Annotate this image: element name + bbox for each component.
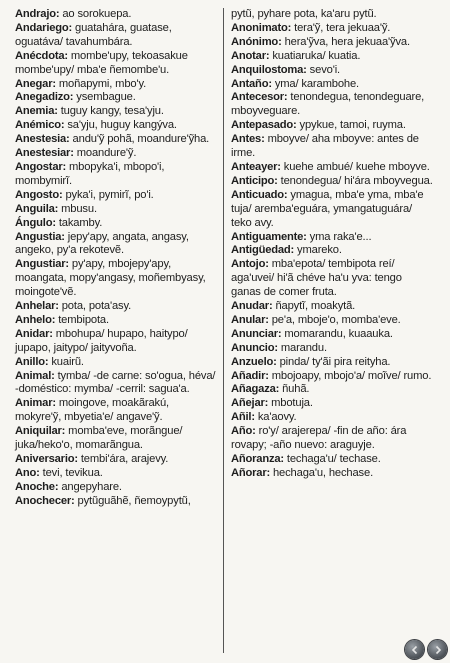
entry-headword: Aniquilar: [15, 425, 66, 438]
entry-definition: kuatiaruka/ kuatia. [269, 49, 361, 62]
dictionary-entry [15, 356, 218, 370]
entry-headword: Anular: [231, 313, 269, 326]
dictionary-entry [15, 161, 218, 189]
entry-definition: tenondegua/ hi'ára mboyvegua. [277, 174, 433, 187]
entry-definition: jepy'apy, angata, angasy, angeko, py'a rekotevẽ. [15, 230, 189, 257]
entry-definition: moingove, moakãrakú, mokyre'ỹ, mbyetia'e/ angave'ỹ. [15, 397, 170, 424]
dictionary-entry [231, 356, 434, 370]
entry-definition: techaga'u/ techase. [283, 453, 381, 465]
entry-headword: Anidar: [15, 327, 53, 340]
dictionary-entry [15, 217, 218, 231]
entry-headword: Añorar: [231, 466, 271, 479]
dictionary-entry [15, 481, 218, 495]
dictionary-entry [15, 328, 218, 356]
entry-headword: Anteayer: [231, 160, 281, 173]
entry-headword: Antiguamente: [231, 230, 307, 243]
dictionary-entry [231, 370, 434, 384]
entry-definition: sevo'i. [306, 63, 340, 76]
dictionary-entry [15, 147, 218, 161]
entry-definition: hera'ỹva, hera jekuaa'ỹva. [281, 35, 410, 48]
entry-definition: ao sorokuepa. [59, 8, 132, 20]
dictionary-entry [15, 397, 218, 425]
entry-definition: tevi, tevikua. [39, 466, 103, 479]
entry-headword: Anémico: [15, 119, 65, 132]
entry-definition: pe'a, mboje'o, momba'eve. [268, 313, 401, 326]
dictionary-entry [231, 64, 434, 78]
entry-definition: mba'epota/ tembipota reí/ aga'uvei/ hi'ã chéve ha'u yva: tengo ganas de comer fruta. [231, 258, 402, 299]
entry-definition: kuehe ambué/ kuehe mboyve. [280, 160, 430, 173]
entry-definition: hechaga'u, hechase. [270, 466, 374, 479]
dictionary-entry [231, 314, 434, 328]
entry-headword: Antes: [231, 133, 265, 146]
entry-headword: Antigüedad: [231, 244, 295, 257]
dictionary-entry [231, 175, 434, 189]
entry-definition: ysembague. [73, 91, 136, 104]
entry-definition: mbopyka'i, mbopo'i, mombymirĩ. [15, 160, 165, 187]
dictionary-entry [15, 91, 218, 105]
dictionary-entry [15, 189, 218, 203]
dictionary-entry [15, 425, 218, 453]
entry-headword: Añagaza: [231, 383, 280, 396]
entry-headword: Ángulo: [15, 216, 56, 229]
entry-definition: andu'ỹ pohã, moandure'ỹha. [69, 133, 210, 146]
entry-headword: Angustia: [15, 230, 65, 243]
entry-definition: mbojoapy, mbojo'a/ moĩve/ rumo. [268, 369, 432, 382]
entry-headword: Animar: [15, 397, 56, 410]
dictionary-entry [231, 189, 434, 231]
left-column [15, 8, 218, 509]
dictionary-entry [15, 8, 218, 22]
dictionary-entry [231, 50, 434, 64]
entry-definition: mbusu. [58, 202, 97, 215]
entry-headword: Anegadizo: [15, 91, 74, 104]
forward-nav-icon[interactable] [428, 640, 447, 659]
entry-definition: momba'eve, morãngue/ juka/heko'o, momarãngua. [15, 425, 183, 452]
dictionary-entry [15, 78, 218, 92]
dictionary-entry [231, 161, 434, 175]
dictionary-entry [15, 231, 218, 259]
entry-definition: ymagua, mba'e yma, mba'e tuja/ aremba'eguára, ymangatuguára/ teko avy. [231, 188, 424, 229]
entry-headword: Anguila: [15, 202, 59, 215]
entry-definition: pytũguãhẽ, ñemoypytũ, [74, 494, 191, 507]
entry-definition: mbotuja. [268, 397, 313, 410]
entry-definition: ymareko. [294, 244, 342, 257]
entry-definition: mboyve/ aha mboyve: antes de irme. [231, 133, 419, 160]
dictionary-entry [231, 133, 434, 161]
dictionary-entry [15, 133, 218, 147]
dictionary-entry [231, 244, 434, 258]
entry-headword: Antecesor: [231, 91, 288, 104]
entry-headword: Anoche: [15, 480, 59, 493]
dictionary-entry [231, 397, 434, 411]
entry-definition: mbohupa/ hupapo, haitypo/ jupapo, jaitypo/ jaityvoña. [15, 327, 188, 354]
entry-headword: Anticuado: [231, 188, 288, 201]
entry-headword: Añadir: [231, 369, 269, 382]
entry-headword: Anonimato: [231, 21, 292, 34]
dictionary-entry [15, 119, 218, 133]
entry-headword: Anillo: [15, 355, 49, 368]
entry-headword: Anudar: [231, 300, 273, 313]
dictionary-entry [231, 425, 434, 453]
entry-headword: Anemia: [15, 105, 58, 118]
entry-definition: momarandu, kuaauka. [281, 327, 393, 340]
entry-headword: Anónimo: [231, 35, 282, 48]
dictionary-entry [231, 91, 434, 119]
entry-headword: Anuncio: [231, 341, 278, 354]
entry-definition: marandu. [277, 341, 327, 354]
entry-definition: py'apy, mbojepy'apy, moangata, mopy'angasy, moñembyasy, moingote'vẽ. [15, 258, 206, 299]
dictionary-entry [15, 370, 218, 398]
dictionary-entry [15, 314, 218, 328]
dictionary-entry [15, 50, 218, 78]
entry-headword: Antojo: [231, 258, 269, 271]
dictionary-entry [15, 453, 218, 467]
dictionary-entry [15, 467, 218, 481]
entry-headword: Angostar: [15, 160, 67, 173]
dictionary-entry [231, 328, 434, 342]
entry-definition: mombe'upy, tekoasakue mombe'upy/ mba'e ñemombe'u. [15, 49, 188, 76]
entry-headword: Anzuelo: [231, 355, 277, 368]
entry-headword: Antaño: [231, 77, 272, 90]
entry-headword: Animal: [15, 369, 55, 382]
entry-definition: ñapytĩ, moakytã. [272, 300, 356, 313]
dictionary-entry [15, 300, 218, 314]
entry-headword: Año: [231, 425, 256, 438]
entry-definition: sa'yju, huguy kangýva. [64, 119, 177, 132]
entry-definition: pinda/ ty'ãi pira reityha. [276, 355, 391, 368]
dictionary-entry [231, 342, 434, 356]
page-nav-back[interactable] [405, 640, 424, 659]
entry-definition: yma/ karambohe. [271, 77, 359, 90]
entry-headword: Anegar: [15, 77, 56, 90]
entry-headword: Angosto: [15, 188, 63, 201]
entry-headword: Anestesia: [15, 133, 70, 146]
entry-headword: Antepasado: [231, 119, 297, 132]
dictionary-entry [231, 78, 434, 92]
entry-definition: pytũ, pyhare pota, ka'aru pytũ. [231, 8, 377, 20]
entry-definition: tembipota. [55, 313, 109, 326]
entry-definition: ypykue, tamoi, ruyma. [296, 119, 406, 132]
dictionary-entry [231, 8, 434, 22]
entry-headword: Anécdota: [15, 49, 68, 62]
dictionary-entry [231, 36, 434, 50]
dictionary-entry [15, 258, 218, 300]
dictionary-entry [231, 231, 434, 245]
entry-definition: ñuhã. [279, 383, 310, 396]
entry-definition: pyka'i, pymirĩ, po'i. [62, 188, 154, 201]
entry-definition: kuairũ. [48, 355, 84, 368]
entry-definition: tymba/ -de carne: so'ogua, héva/ -doméstico: mymba/ -cerril: sagua'a. [15, 369, 216, 396]
dictionary-entry [15, 22, 218, 50]
entry-headword: Anestesiar: [15, 147, 74, 160]
entry-headword: Anhelo: [15, 313, 56, 326]
entry-headword: Anticipo: [231, 174, 278, 187]
entry-headword: Anotar: [231, 49, 270, 62]
entry-headword: Anquilostoma: [231, 63, 307, 76]
entry-definition: yma raka'e... [306, 230, 372, 243]
entry-definition: moandure'ỹ. [73, 147, 137, 160]
entry-definition: tuguy kangy, tesa'yju. [57, 105, 164, 118]
entry-definition: moñapymi, mbo'y. [55, 77, 147, 90]
entry-headword: Andrajo: [15, 8, 60, 20]
dictionary-entry [15, 495, 218, 509]
entry-definition: ro'y/ arajerepa/ -fin de año: ára rovapy; -año nuevo: araguyje. [231, 425, 407, 452]
column-divider [223, 8, 224, 653]
dictionary-entry [231, 467, 434, 481]
dictionary-entry [15, 105, 218, 119]
entry-definition: takamby. [55, 216, 103, 229]
dictionary-entry [231, 119, 434, 133]
entry-definition: tembi'ára, arajevy. [77, 453, 169, 465]
entry-headword: Añoranza: [231, 453, 284, 465]
entry-definition: angepyhare. [58, 480, 122, 493]
entry-headword: Angustiar: [15, 258, 69, 271]
entry-definition: tenondegua, tenondeguare, mboyveguare. [231, 91, 425, 118]
dictionary-entry [231, 22, 434, 36]
right-column [231, 8, 434, 481]
dictionary-entry [231, 453, 434, 467]
dictionary-entry [231, 300, 434, 314]
entry-headword: Anhelar: [15, 300, 59, 313]
dictionary-entry [15, 203, 218, 217]
entry-headword: Añejar: [231, 397, 269, 410]
entry-headword: Anochecer: [15, 494, 75, 507]
page-nav-forward[interactable] [428, 640, 447, 659]
entry-headword: Anunciar: [231, 327, 282, 340]
entry-headword: Añil: [231, 411, 255, 424]
entry-headword: Aniversario: [15, 453, 78, 465]
entry-headword: Andariego: [15, 21, 73, 34]
dictionary-entry [231, 411, 434, 425]
entry-headword: Ano: [15, 466, 40, 479]
back-nav-icon[interactable] [405, 640, 424, 659]
dictionary-entry [231, 258, 434, 300]
entry-definition: pota, pota'asy. [58, 300, 132, 313]
entry-definition: ka'aovy. [254, 411, 297, 424]
entry-definition: guatahára, guatase, oguatáva/ tavahumbára. [15, 21, 172, 48]
dictionary-entry [231, 383, 434, 397]
entry-definition: tera'ỹ, tera jekuaa'ỹ. [291, 21, 391, 34]
